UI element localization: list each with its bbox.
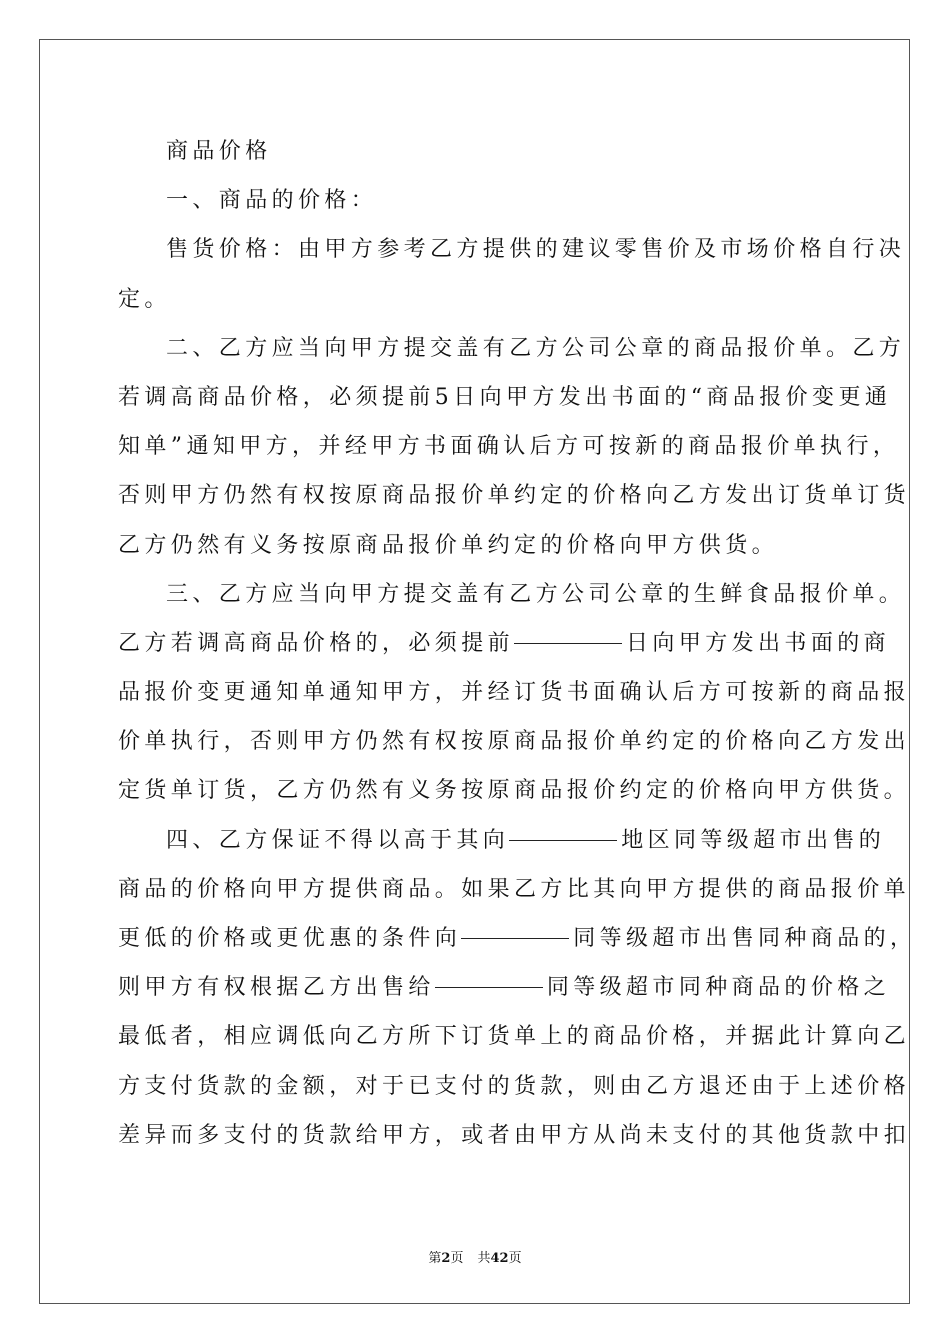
- line-text: 更低的价格或更优惠的条件向: [118, 926, 462, 951]
- paragraph-line: 否则甲方仍然有权按原商品报价单约定的价格向乙方发出订货单订货: [118, 483, 911, 509]
- fill-in-blank: [514, 642, 622, 644]
- paragraph-line: 知单”通知甲方，并经甲方书面确认后方可按新的商品报价单执行，: [118, 434, 900, 460]
- paragraph-line: 若调高商品价格，必须提前5日向甲方发出书面的“商品报价变更通: [118, 384, 892, 410]
- paragraph-line: [118, 963, 891, 1012]
- paragraph-line: 三、乙方应当向甲方提交盖有乙方公司公章的生鲜食品报价单。: [166, 581, 906, 607]
- clause-heading: 一、商品的价格：: [166, 188, 378, 214]
- document-body: [118, 127, 917, 1160]
- paragraph-line: 售货价格：由甲方参考乙方提供的建议零售价及市场价格自行决: [166, 237, 906, 263]
- paragraph-line: [118, 914, 917, 963]
- line-text: 日向甲方发出书面的商: [626, 630, 891, 656]
- paragraph-line: 差异而多支付的货款给甲方，或者由甲方从尚未支付的其他货款中扣: [118, 1122, 911, 1148]
- page-footer: [0, 1247, 950, 1266]
- paragraph-line: [118, 816, 886, 865]
- paragraph-line: 价单执行，否则甲方仍然有权按原商品报价单约定的价格向乙方发出: [118, 729, 911, 755]
- line-text: 乙方若调高商品价格的，必须提前: [118, 630, 515, 656]
- section-heading: 商品价格: [166, 139, 272, 164]
- fill-in-blank: [435, 986, 543, 988]
- fill-in-blank: [461, 937, 569, 939]
- page-prefix: 第: [428, 1251, 442, 1266]
- line-text: 地区同等级超市出售的: [621, 827, 886, 853]
- fill-in-blank: [509, 839, 617, 841]
- paragraph-line: [118, 619, 891, 668]
- paragraph-line: 定货单订货，乙方仍然有义务按原商品报价约定的价格向甲方供货。: [118, 778, 911, 804]
- page-number: 2: [441, 1251, 451, 1266]
- paragraph-line: 二、乙方应当向甲方提交盖有乙方公司公章的商品报价单。乙方: [166, 335, 906, 361]
- line-text: 同等级超市同种商品的价格之: [546, 975, 891, 1001]
- line-text: 四、乙方保证不得以高于其向: [166, 827, 510, 853]
- paragraph-line: 方支付货款的金额，对于已支付的货款，则由乙方退还由于上述价格: [118, 1073, 911, 1099]
- page-suffix: 页: [450, 1251, 464, 1266]
- total-prefix: 共: [477, 1251, 491, 1266]
- total-pages: 42: [490, 1251, 509, 1266]
- total-suffix: 页: [508, 1251, 522, 1266]
- paragraph-line: 品报价变更通知单通知甲方，并经订货书面确认后方可按新的商品报: [118, 680, 911, 706]
- paragraph-line: 乙方仍然有义务按原商品报价单约定的价格向甲方供货。: [118, 532, 779, 558]
- line-text: 则甲方有权根据乙方出售给: [118, 975, 435, 1001]
- paragraph-line: 最低者，相应调低向乙方所下订货单上的商品价格，并据此计算向乙: [118, 1024, 911, 1050]
- paragraph-line: 定。: [118, 286, 171, 312]
- line-text: 同等级超市出售同种商品的，: [573, 926, 917, 951]
- paragraph-line: 商品的价格向甲方提供商品。如果乙方比其向甲方提供的商品报价单: [118, 876, 911, 902]
